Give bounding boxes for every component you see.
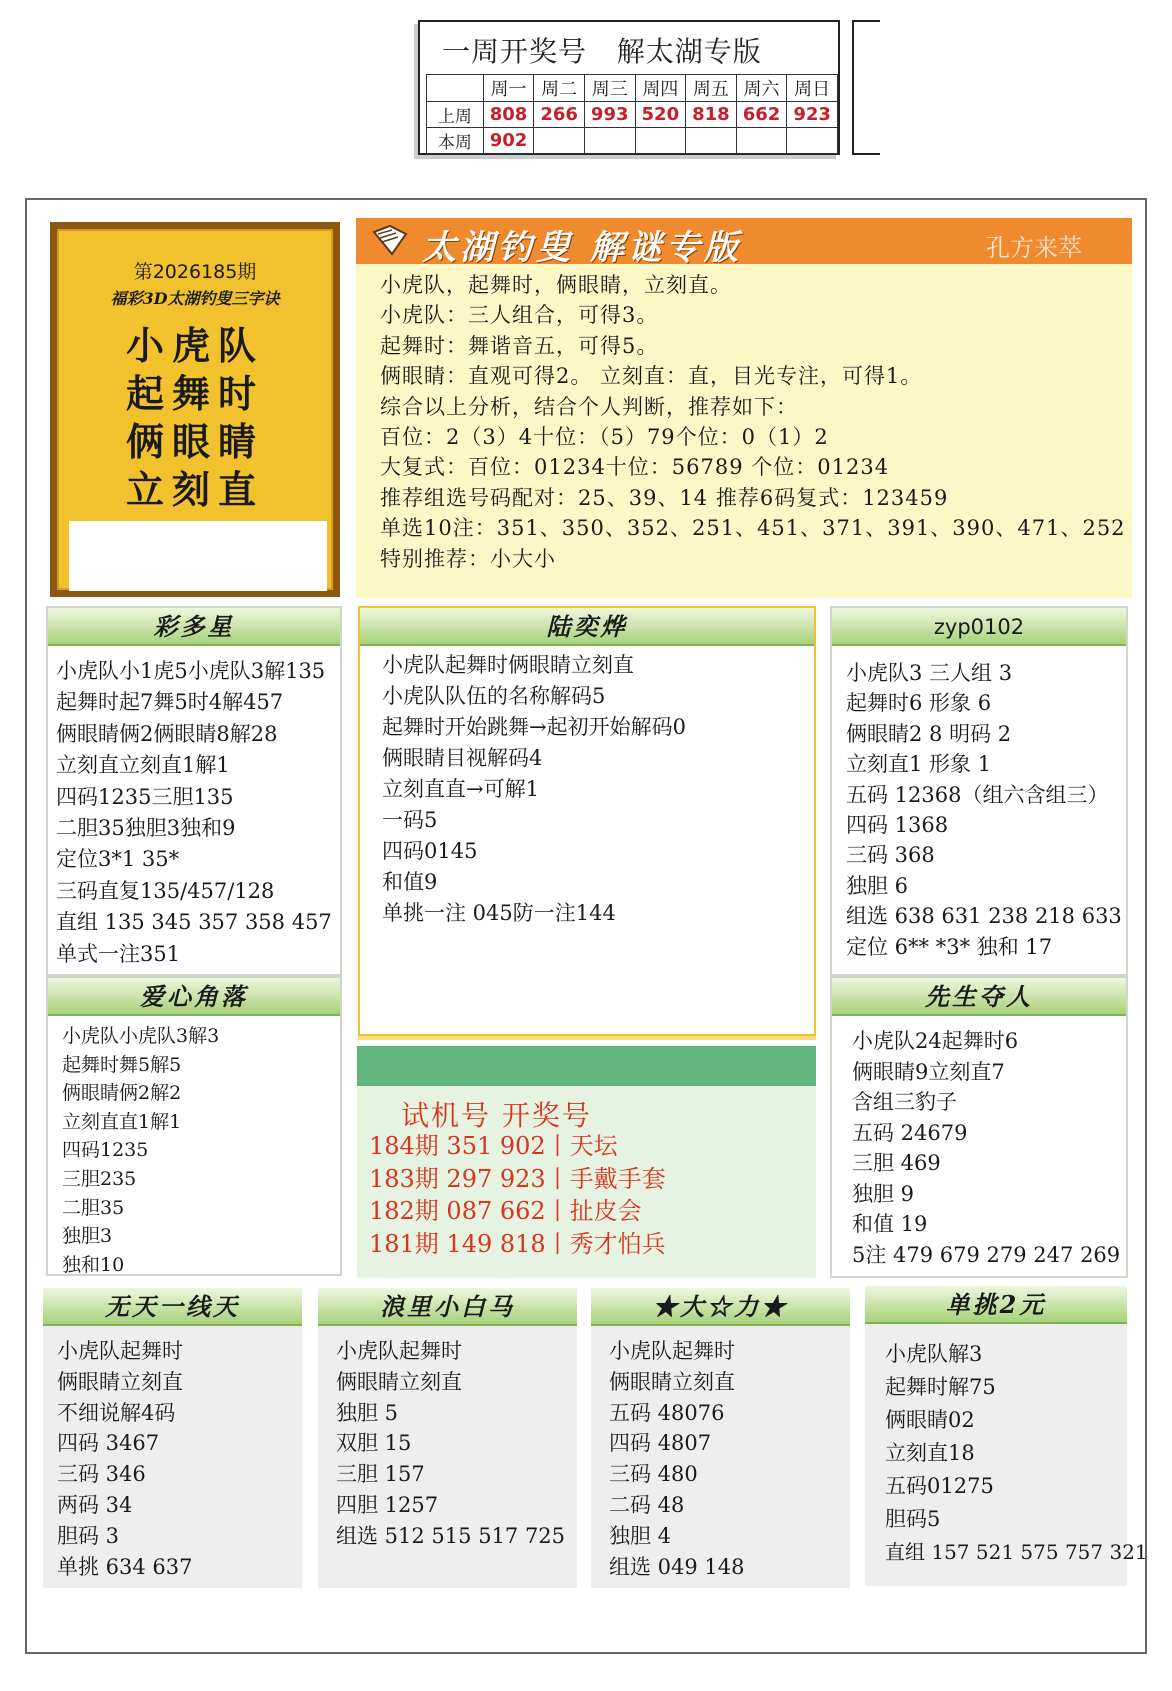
three-word-riddle-card — [50, 222, 340, 597]
tip-line: 四码0145 — [382, 839, 478, 863]
panel-title: 陆奕烨 — [360, 608, 814, 646]
riddle-analysis-panel — [356, 218, 1132, 598]
tip-line: 三码直复135/457/128 — [56, 878, 275, 903]
tip-line: 三胆 157 — [336, 1462, 425, 1487]
tip-line: 组选 638 631 238 218 633 — [846, 904, 1122, 929]
tip-line: 五码 12368（组六含组三） — [846, 782, 1109, 807]
issue-number: 第2026185期 — [133, 261, 257, 283]
tip-line: 俩眼睛俩2解2 — [62, 1082, 182, 1105]
tip-line: 一码5 — [382, 808, 438, 832]
tip-line: 俩眼睛俩2俩眼睛8解28 — [56, 721, 278, 746]
weekly-draw-table — [418, 20, 840, 155]
tip-line: 二胆35 — [62, 1196, 125, 1219]
tip-line: 胆码 3 — [57, 1523, 120, 1548]
riddle-line: 大复式：百位：01234十位：56789 个位：01234 — [380, 455, 890, 480]
tip-line: 立刻直1 形象 1 — [846, 752, 992, 777]
tip-line: 俩眼睛立刻直 — [57, 1369, 183, 1394]
trial-row: 183期 297 923丨手戴手套 — [369, 1164, 666, 1193]
tip-line: 小虎队起舞时 — [609, 1339, 735, 1363]
tip-line: 单挑 634 637 — [57, 1554, 193, 1579]
tip-line: 俩眼睛立刻直 — [609, 1369, 735, 1394]
tip-line: 小虎队3 三人组 3 — [846, 661, 1013, 685]
card-subtitle: 福彩3D太湖钓叟三字诀 — [110, 289, 280, 308]
tip-line: 立刻直立刻直1解1 — [56, 753, 230, 778]
riddle-line: 小虎队：三人组合，可得3。 — [380, 303, 659, 328]
panel-title: 浪里小白马 — [318, 1288, 577, 1326]
day-header: 周二 — [534, 75, 585, 102]
tip-line: 组选 512 515 517 725 — [336, 1523, 566, 1548]
tip-line: 直组 157 521 575 757 321 — [885, 1540, 1148, 1564]
panel-title: ★大☆力★ — [591, 1288, 850, 1326]
tip-line: 小虎队起舞时 — [336, 1339, 462, 1363]
tip-line: 两码 34 — [57, 1492, 133, 1517]
blank-area — [69, 521, 327, 591]
panel-xiansheng — [830, 976, 1128, 1278]
draw-number: 266 — [534, 102, 585, 128]
tip-line: 定位3*1 35* — [56, 847, 180, 872]
tip-line: 含组三豹子 — [852, 1090, 957, 1114]
tip-line: 俩眼睛02 — [885, 1408, 975, 1432]
tip-line: 小虎队小虎队3解3 — [62, 1025, 220, 1047]
tip-line: 独胆 6 — [846, 873, 909, 898]
panel-caiduoxing — [46, 606, 342, 976]
tip-line: 四码 1368 — [846, 813, 949, 838]
tip-line: 独胆 5 — [336, 1400, 399, 1425]
row-label-this-week: 本周 — [427, 128, 484, 154]
day-header: 周五 — [686, 75, 737, 102]
tip-line: 单式一注351 — [56, 941, 181, 966]
day-header: 周日 — [787, 75, 838, 102]
tip-line: 小虎队24起舞时6 — [852, 1029, 1019, 1053]
tip-line: 和值 19 — [852, 1212, 928, 1236]
panel-dantiao — [865, 1286, 1148, 1586]
tip-line: 立刻直直1解1 — [62, 1110, 182, 1133]
tip-line: 三胆 469 — [852, 1151, 941, 1175]
panel-aixin — [46, 976, 342, 1276]
riddle-line: 推荐组选号码配对：25、39、14 推荐6码复式：123459 — [380, 485, 949, 510]
day-header: 周一 — [483, 75, 534, 102]
tip-line: 俩眼睛9立刻直7 — [852, 1059, 1005, 1084]
tip-line: 四胆 1257 — [336, 1492, 439, 1517]
tip-line: 起舞时6 形象 6 — [846, 691, 992, 716]
panel-title: zyp0102 — [832, 608, 1126, 646]
tip-line: 三码 480 — [609, 1462, 698, 1487]
tip-line: 二码 48 — [609, 1492, 685, 1517]
tip-line: 四码1235 — [62, 1139, 149, 1162]
tip-line: 定位 6** *3* 独和 17 — [846, 934, 1053, 959]
tip-line: 小虎队小1虎5小虎队3解135 — [56, 659, 326, 683]
tip-line: 起舞时起7舞5时4解457 — [56, 690, 284, 715]
tip-line: 俩眼睛立刻直 — [336, 1369, 462, 1394]
tip-line: 单挑一注 045防一注144 — [382, 901, 616, 925]
riddle-line: 俩眼睛：直观可得2。 立刻直：直，目光专注，可得1。 — [380, 364, 923, 389]
riddle-title: 太湖钓叟 解谜专版 — [422, 228, 742, 268]
tip-line: 四码 4807 — [609, 1431, 712, 1456]
book-icon — [370, 224, 410, 258]
trial-row: 184期 351 902丨天坛 — [369, 1132, 618, 1160]
tip-line: 独和10 — [62, 1253, 125, 1276]
trial-title: 试机号 开奖号 — [401, 1099, 592, 1132]
draw-number: 520 — [635, 102, 686, 128]
draw-number: 818 — [686, 102, 737, 128]
tip-line: 五码 24679 — [852, 1120, 968, 1145]
tip-line: 独胆3 — [62, 1225, 113, 1248]
tip-line: 独胆 9 — [852, 1181, 915, 1206]
riddle-word: 起舞时 — [125, 371, 264, 416]
tip-line: 三码 368 — [846, 843, 935, 868]
row-label-last-week: 上周 — [427, 102, 484, 128]
riddle-word: 小虎队 — [125, 323, 264, 368]
tip-line: 三码 346 — [57, 1462, 146, 1487]
adjacent-panel-edge — [852, 20, 880, 155]
tip-line: 小虎队队伍的名称解码5 — [382, 684, 606, 708]
tip-line: 立刻直直→可解1 — [382, 777, 539, 801]
tip-line: 四码1235三胆135 — [56, 784, 234, 809]
panel-luyiye — [358, 606, 816, 1036]
panel-title: 彩多星 — [48, 608, 340, 646]
draw-number: 662 — [736, 102, 787, 128]
weekly-grid — [426, 74, 838, 154]
panel-zyp0102 — [830, 606, 1128, 976]
tip-line: 五码01275 — [885, 1474, 994, 1498]
panel-dali — [591, 1288, 850, 1588]
draw-number: 993 — [584, 102, 635, 128]
day-header: 周三 — [584, 75, 635, 102]
tip-line: 双胆 15 — [336, 1431, 412, 1456]
riddle-author: 孔方来萃 — [986, 234, 1082, 262]
panel-wutian — [43, 1288, 302, 1588]
panel-title: 爱心角落 — [48, 978, 340, 1016]
riddle-header — [356, 218, 1132, 268]
tip-line: 胆码5 — [885, 1507, 941, 1531]
draw-number: 923 — [787, 102, 838, 128]
tip-line: 直组 135 345 357 358 457 — [56, 910, 332, 935]
tip-line: 小虎队解3 — [885, 1342, 983, 1366]
tip-line: 组选 049 148 — [609, 1554, 745, 1579]
riddle-word: 立刻直 — [125, 467, 264, 512]
tip-line: 小虎队起舞时 — [57, 1339, 183, 1363]
day-header: 周四 — [635, 75, 686, 102]
riddle-line: 特别推荐：小大小 — [380, 546, 556, 571]
tip-line: 起舞时舞5解5 — [62, 1053, 182, 1076]
riddle-line: 单选10注：351、350、352、251、451、371、391、390、471、252 — [380, 516, 1126, 541]
panel-title: 先生夺人 — [832, 978, 1126, 1016]
trial-row: 182期 087 662丨扯皮会 — [369, 1197, 642, 1225]
tip-line: 起舞时解75 — [885, 1375, 996, 1399]
draw-number: 808 — [483, 102, 534, 128]
tip-line: 和值9 — [382, 870, 438, 894]
tip-line: 四码 3467 — [57, 1431, 160, 1456]
trial-numbers-panel — [357, 1046, 816, 1278]
tip-line: 独胆 4 — [609, 1523, 672, 1548]
panel-title: 无天一线天 — [43, 1288, 302, 1326]
tip-line: 俩眼睛2 8 明码 2 — [846, 721, 1012, 746]
tip-line: 5注 479 679 279 247 269 — [852, 1242, 1121, 1267]
panel-langli — [318, 1288, 577, 1588]
riddle-line: 综合以上分析，结合个人判断，推荐如下： — [380, 394, 798, 419]
trial-row: 181期 149 818丨秀才怕兵 — [369, 1229, 666, 1258]
tip-line: 五码 48076 — [609, 1400, 725, 1425]
riddle-line: 小虎队，起舞时，俩眼睛，立刻直。 — [380, 273, 732, 297]
draw-number: 902 — [483, 128, 534, 154]
tip-line: 不细说解4码 — [57, 1400, 176, 1425]
day-header: 周六 — [736, 75, 787, 102]
tip-line: 二胆35独胆3独和9 — [56, 816, 236, 841]
panel-title: 单挑2元 — [865, 1286, 1127, 1324]
riddle-word: 俩眼睛 — [125, 419, 264, 464]
green-header-bar — [357, 1046, 816, 1086]
tip-line: 起舞时开始跳舞→起初开始解码0 — [382, 715, 686, 739]
tip-line: 立刻直18 — [885, 1441, 975, 1465]
riddle-line: 起舞时：舞谐音五，可得5。 — [380, 333, 659, 358]
tip-line: 小虎队起舞时俩眼睛立刻直 — [382, 653, 634, 677]
riddle-line: 百位：2（3）4十位：（5）79个位：0（1）2 — [380, 425, 829, 450]
weekly-title: 一周开奖号 解太湖专版 — [442, 35, 762, 68]
tip-line: 俩眼睛目视解码4 — [382, 746, 543, 770]
tip-line: 三胆235 — [62, 1167, 137, 1190]
